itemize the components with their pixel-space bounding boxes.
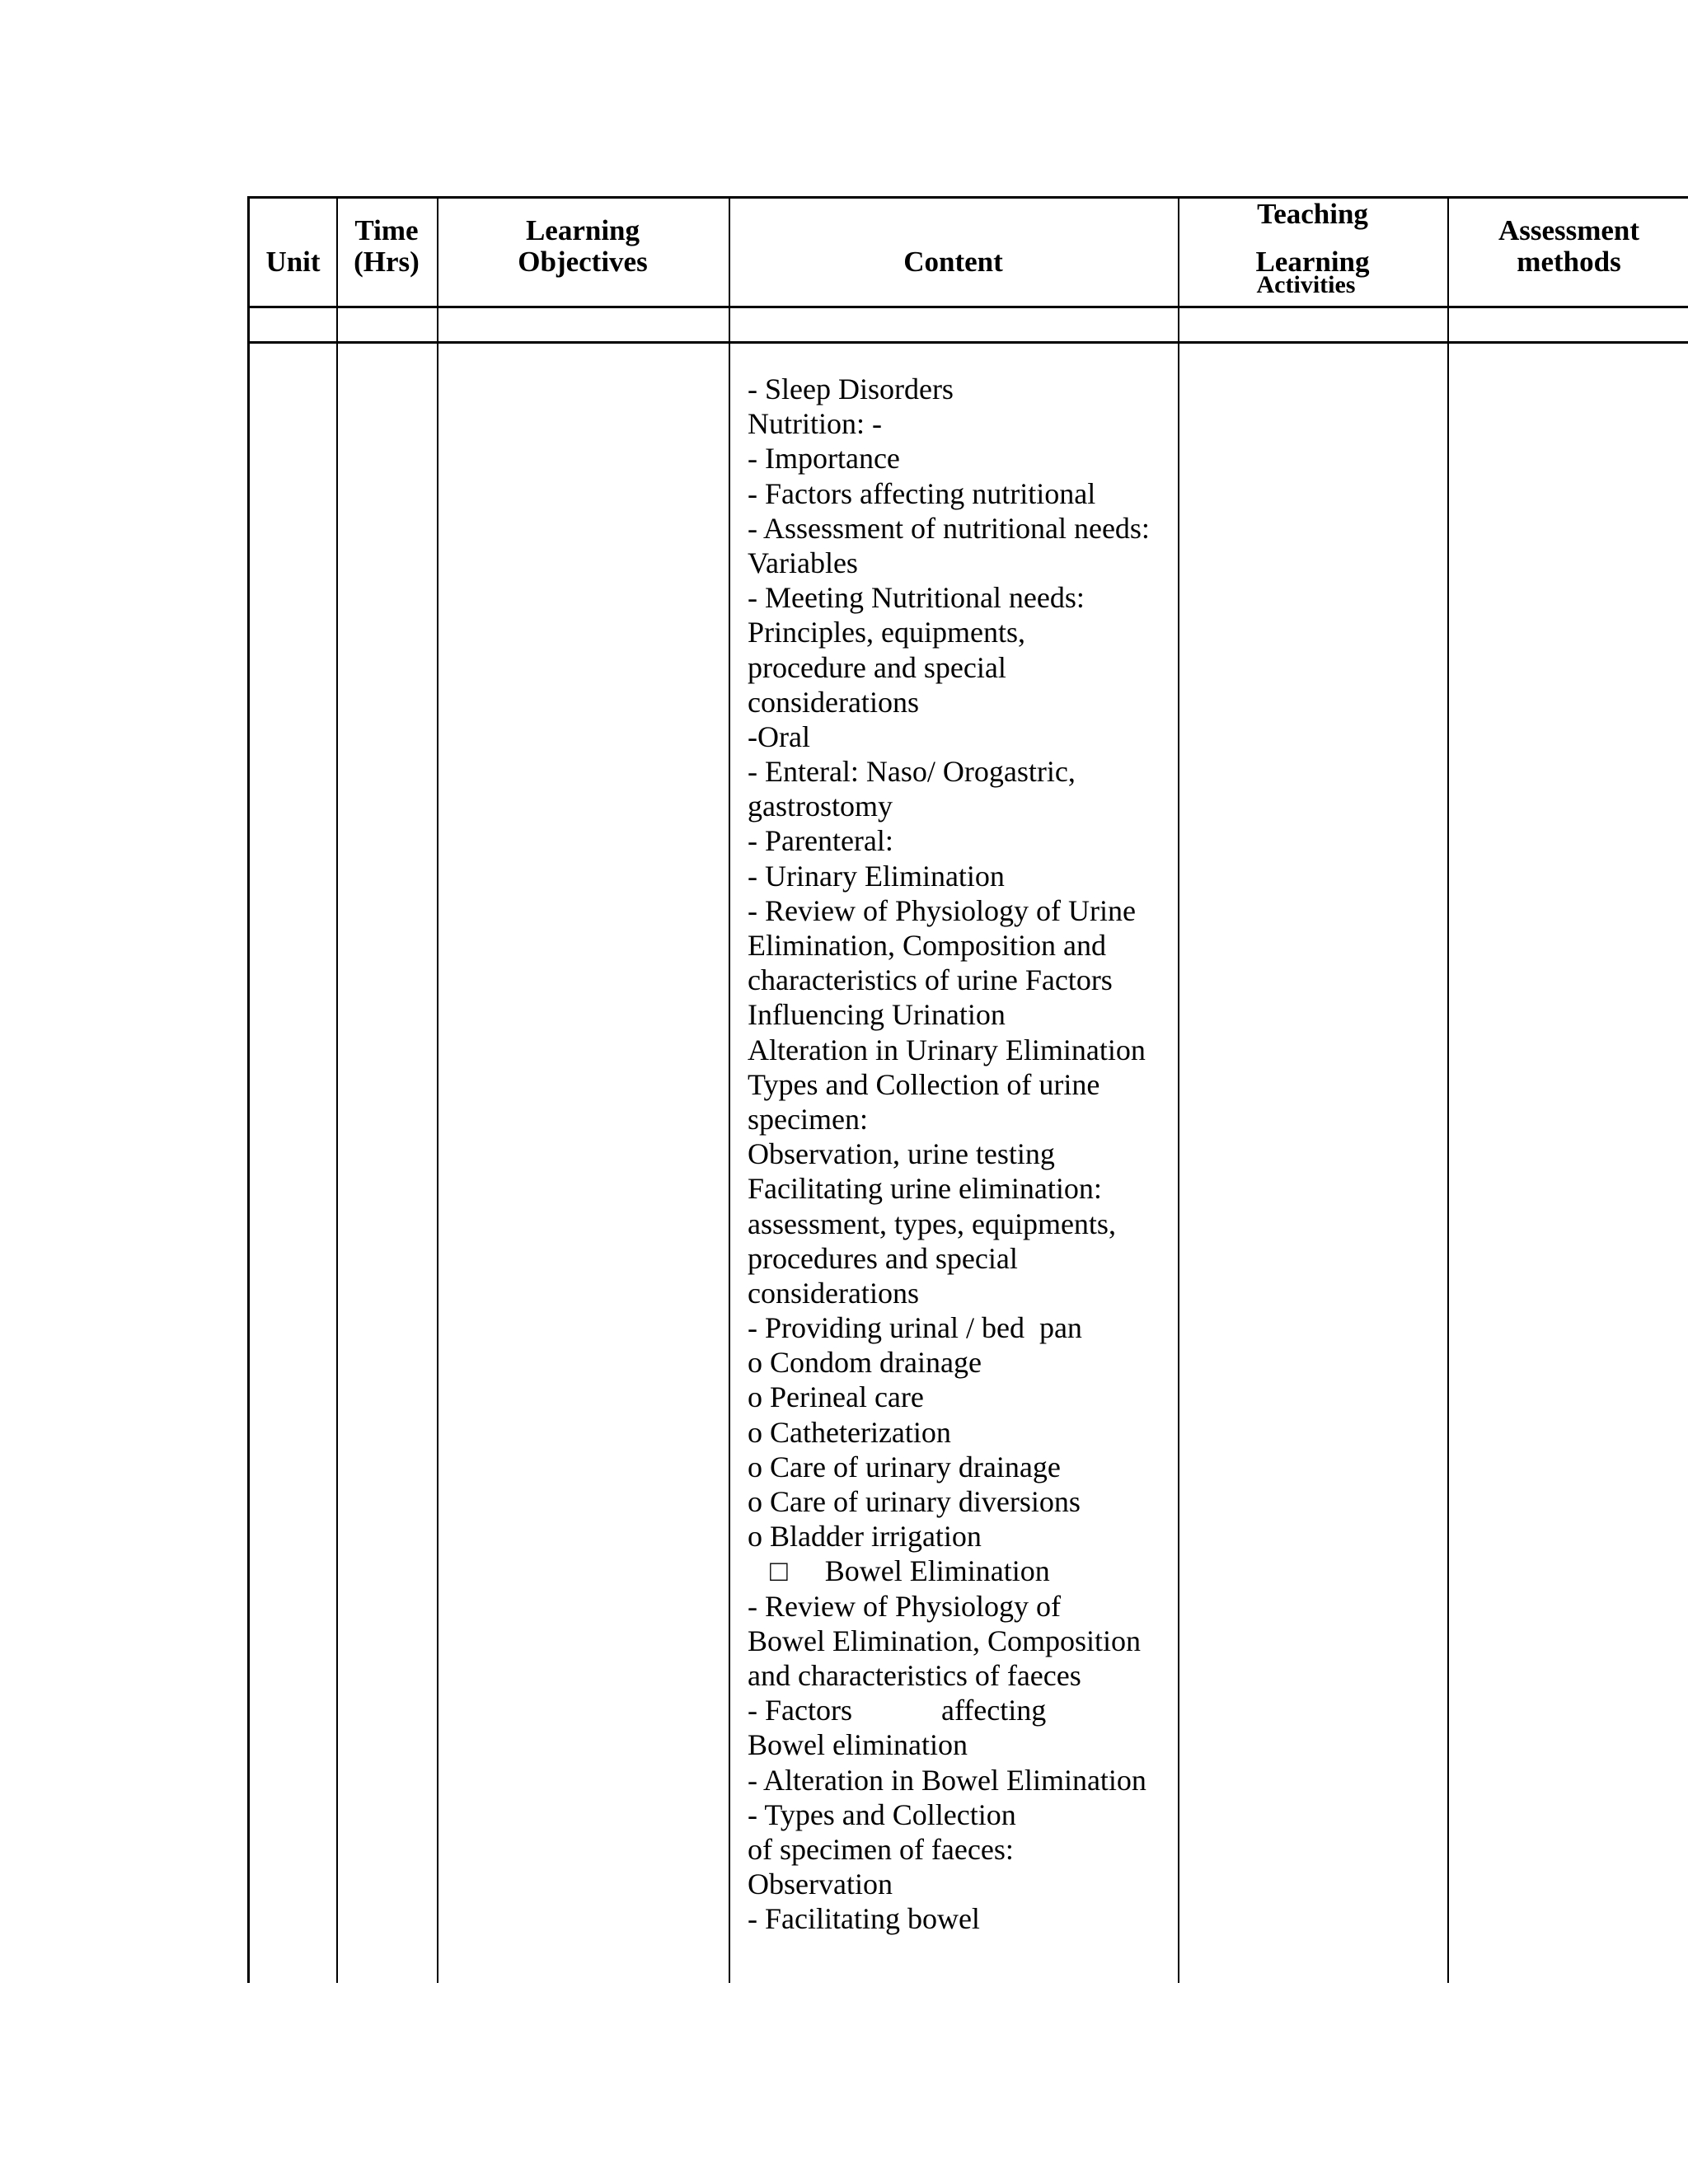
column-divider [437, 199, 438, 1983]
content-line: Principles, equipments, [748, 616, 1025, 649]
content-line: procedure and special [748, 650, 1006, 684]
content-line: Facilitating urine elimination: [748, 1172, 1102, 1206]
content-line: and characteristics of faeces [748, 1658, 1081, 1692]
header-unit [250, 246, 336, 278]
content-line: characteristics of urine Factors [748, 963, 1113, 997]
content-line: □ Bowel Elimination [748, 1554, 1050, 1588]
content-line: procedures and special [748, 1241, 1018, 1275]
header-unit-label: Unit [265, 246, 321, 278]
syllabus-table [247, 196, 1688, 1983]
content-line: - Meeting Nutritional needs: [748, 581, 1085, 615]
content-line: Bowel elimination [748, 1728, 968, 1762]
content-line: o Care of urinary drainage [748, 1450, 1061, 1483]
content-line: - Review of Physiology of [748, 1589, 1061, 1623]
content-line: - Importance [748, 442, 900, 476]
header-tla-line1: Teaching [1257, 198, 1368, 230]
content-line: - Alteration in Bowel Elimination [748, 1763, 1146, 1797]
content-line: Observation, urine testing [748, 1137, 1055, 1171]
header-tla-line3: Activities [1256, 271, 1356, 298]
header-time-line2: (Hrs) [354, 246, 420, 278]
content-line: - Urinary Elimination [748, 859, 1005, 893]
content-line: Influencing Urination [748, 998, 1006, 1032]
content-line: considerations [748, 685, 919, 719]
content-line: Variables [748, 546, 858, 579]
content-line: Observation [748, 1868, 893, 1901]
content-line: Alteration in Urinary Elimination [748, 1033, 1146, 1066]
content-line: of specimen of faeces: [748, 1832, 1014, 1866]
content-line: - Parenteral: [748, 824, 893, 858]
header-time-line1: Time [354, 214, 419, 246]
content-cell [748, 372, 1184, 1936]
column-divider [1447, 199, 1449, 1983]
column-divider [336, 199, 338, 1983]
content-line: gastrostomy [748, 790, 893, 823]
content-line: Types and Collection of urine [748, 1067, 1100, 1101]
header-assessment-line1: Assessment [1498, 214, 1640, 246]
content-line: assessment, types, equipments, [748, 1207, 1116, 1240]
header-objectives-line2: Objectives [518, 246, 648, 278]
header-assessment-methods [1447, 215, 1688, 278]
header-assessment-line2: methods [1517, 246, 1621, 278]
column-divider [729, 199, 730, 1983]
content-line: - Sleep Disorders [748, 373, 954, 405]
content-line: - Review of Physiology of Urine [748, 893, 1136, 927]
content-line: - Facilitating bowel [748, 1902, 980, 1936]
spacer-row-bottom-rule [250, 341, 1688, 344]
content-line: Bowel Elimination, Composition [748, 1624, 1141, 1657]
header-tla-line2: Learning [1255, 246, 1370, 278]
header-bottom-rule [250, 306, 1688, 308]
content-line: - Factors affecting nutritional [748, 476, 1096, 510]
header-content [729, 246, 1178, 278]
content-line: specimen: [748, 1102, 868, 1136]
header-objectives-line1: Learning [525, 214, 640, 246]
header-learning-objectives [437, 215, 729, 278]
content-line: considerations [748, 1276, 919, 1310]
header-time [336, 215, 437, 278]
header-teaching-learning-activities [1178, 199, 1447, 298]
content-line: o Perineal care [748, 1380, 924, 1414]
content-line: -Oral [748, 719, 810, 753]
content-line: o Catheterization [748, 1415, 951, 1449]
content-line: - Factors affecting [748, 1694, 1047, 1727]
content-line: o Care of urinary diversions [748, 1485, 1081, 1518]
content-line: - Enteral: Naso/ Orogastric, [748, 755, 1076, 789]
content-line: - Providing urinal / bed pan [748, 1311, 1082, 1345]
content-line: o Bladder irrigation [748, 1520, 982, 1554]
content-line: - Types and Collection [748, 1797, 1016, 1831]
header-content-label: Content [903, 246, 1003, 278]
content-line: Nutrition: - [748, 407, 882, 441]
content-line: Elimination, Composition and [748, 929, 1106, 962]
content-line: o Condom drainage [748, 1346, 982, 1380]
content-line: - Assessment of nutritional needs: [748, 511, 1150, 545]
